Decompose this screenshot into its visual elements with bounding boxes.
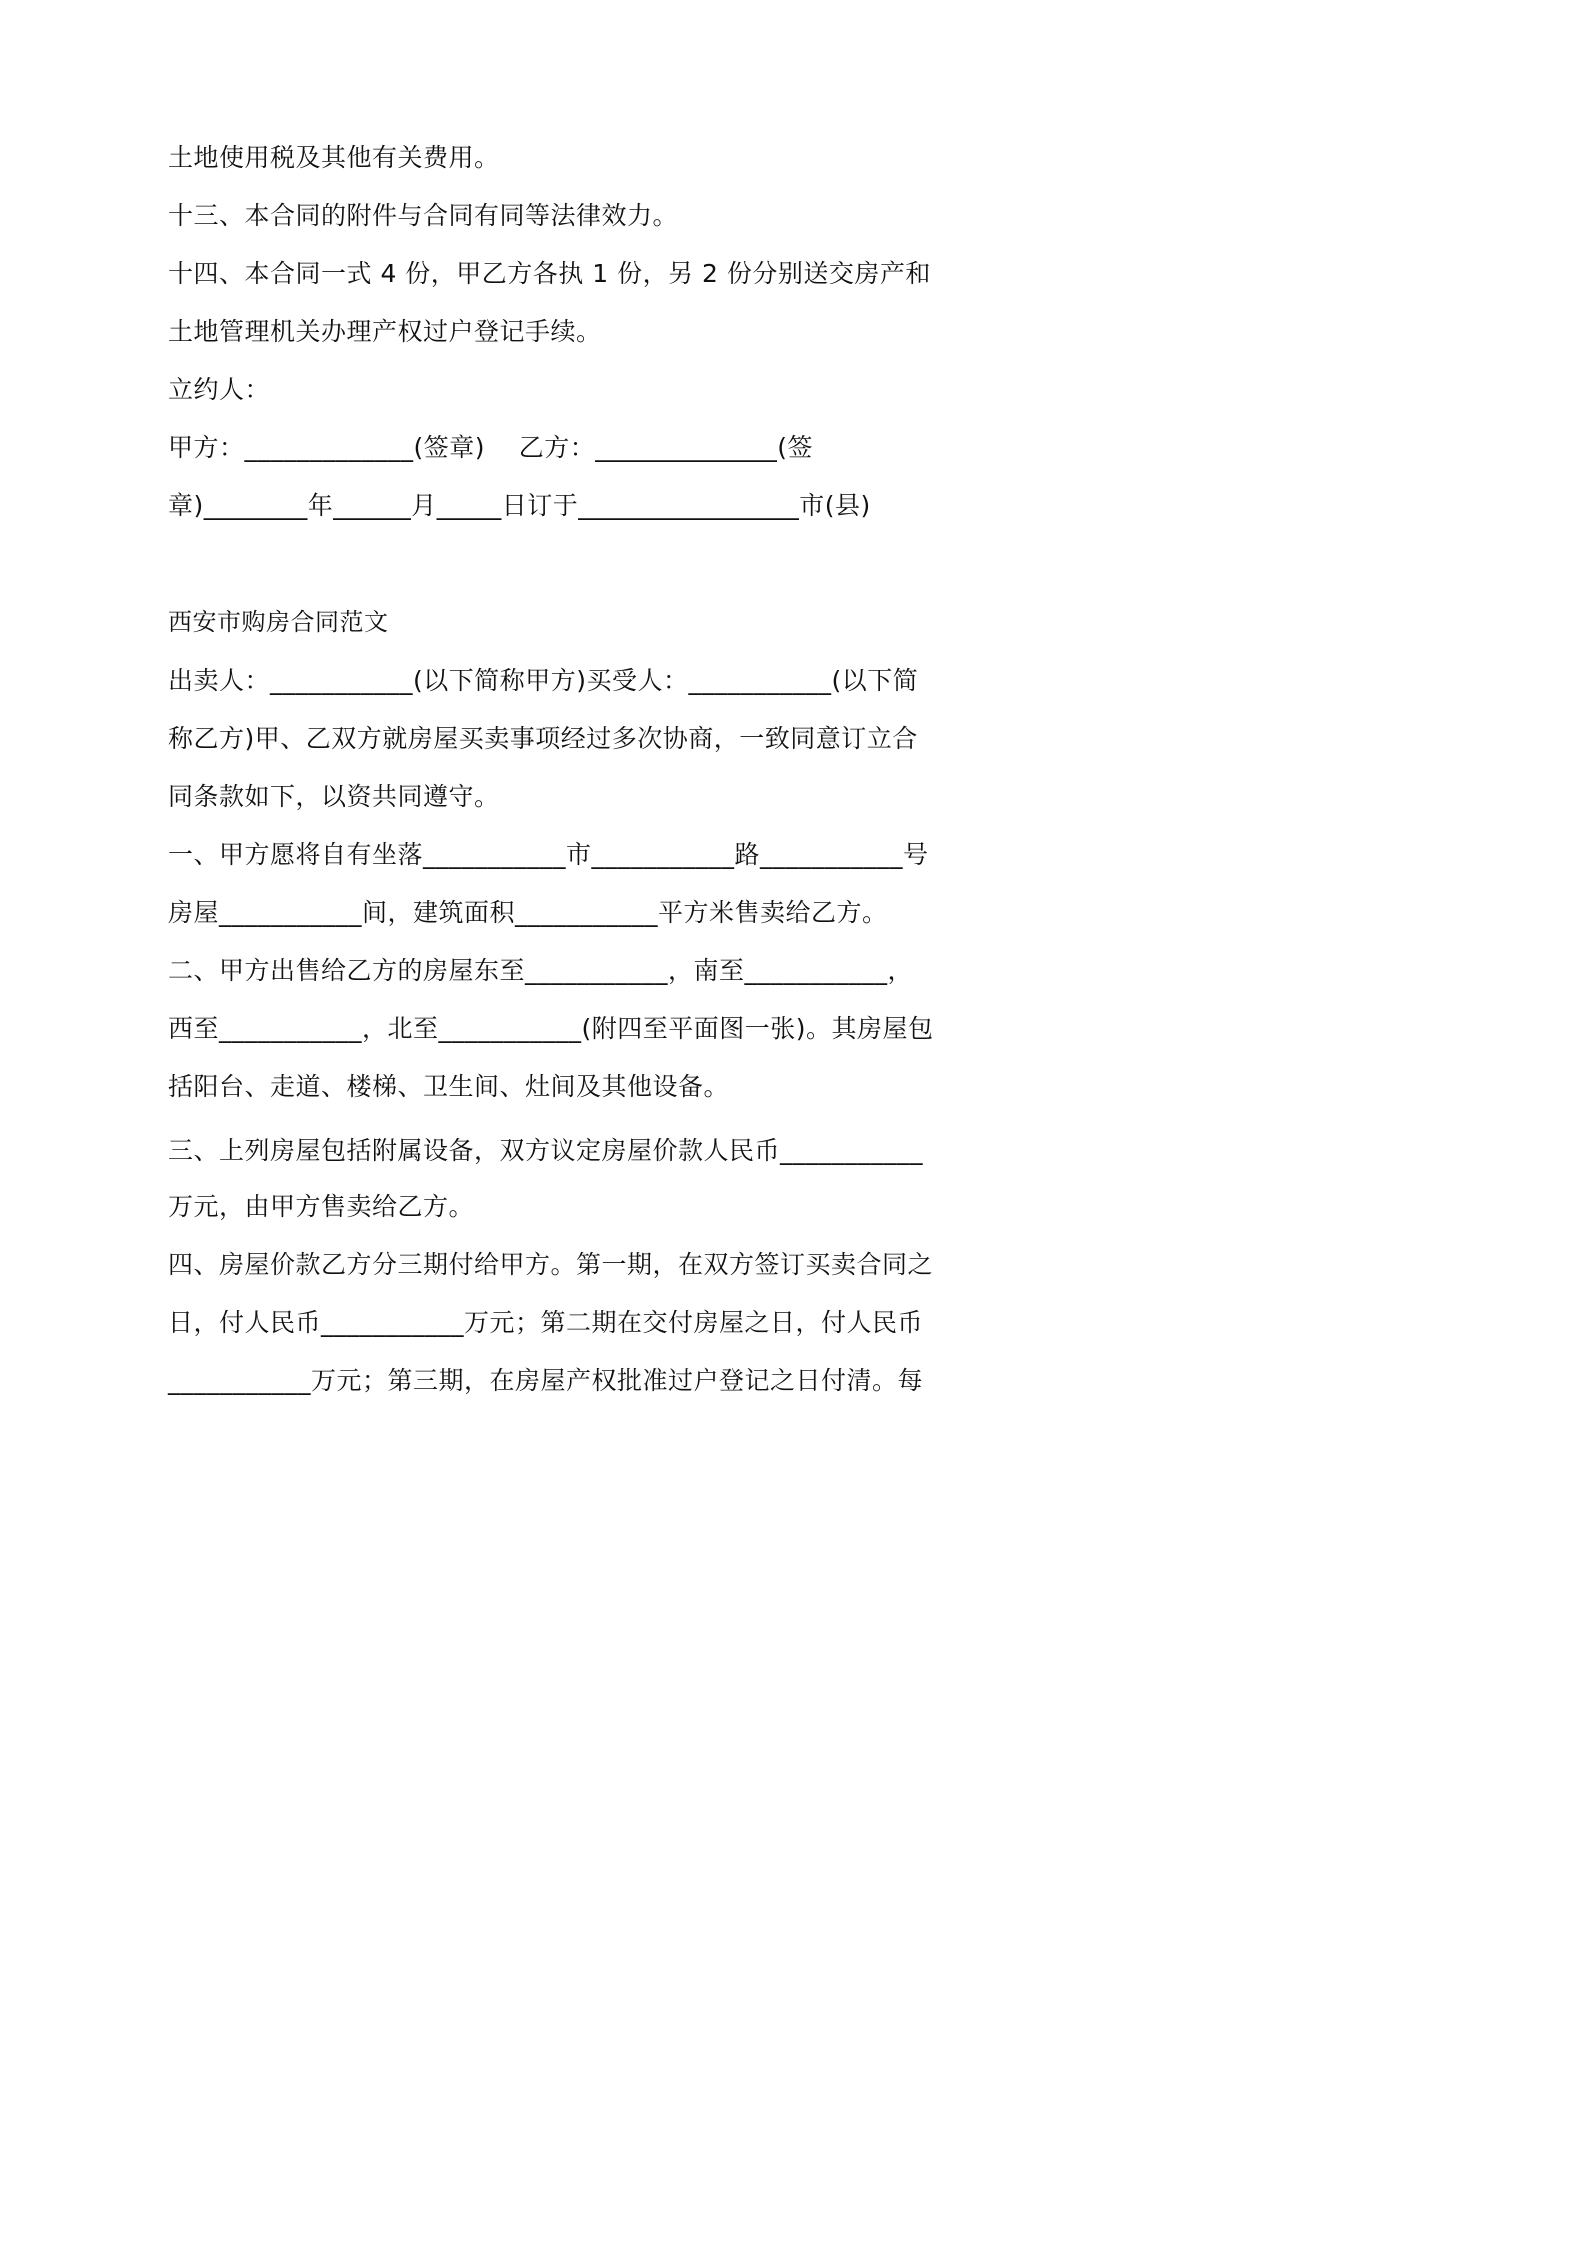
document-page xyxy=(0,0,1104,1562)
clause-14: 十四、本合同一式 4 份，甲乙方各执 1 份，另 2 份分别送交房产和 xyxy=(168,259,931,288)
clause-4: 四、房屋价款乙方分三期付给甲方。第一期，在双方签订买卖合同之 xyxy=(168,1250,934,1279)
clause-13: 十三、本合同的附件与合同有同等法律效力。 xyxy=(168,201,679,230)
clause-4-continuation-2: ___________万元；第三期，在房屋产权批准过户登记之日付清。每 xyxy=(168,1366,924,1395)
clause-3-continuation: 万元，由甲方售卖给乙方。 xyxy=(168,1192,475,1221)
parties-line: 出卖人：___________(以下简称甲方)买受人：___________(以下简 xyxy=(168,666,919,695)
signatories-label: 立约人： xyxy=(168,375,271,404)
parties-continuation: 称乙方)甲、乙双方就房屋买卖事项经过多次协商，一致同意订立合 xyxy=(168,724,918,753)
clause-1: 一、甲方愿将自有坐落___________市___________路___________号 xyxy=(168,840,929,869)
signature-line: 甲方：_____________(签章) 乙方：______________(签 xyxy=(168,433,814,462)
signature-date-line: 章)________年______月_____日订于_________________市(县) xyxy=(168,491,871,520)
parties-continuation-2: 同条款如下，以资共同遵守。 xyxy=(168,782,500,811)
clause-2-continuation-2: 括阳台、走道、楼梯、卫生间、灶间及其他设备。 xyxy=(168,1072,730,1101)
clause-14-continuation: 土地管理机关办理产权过户登记手续。 xyxy=(168,317,602,346)
clause-4-continuation: 日，付人民币___________万元；第二期在交付房屋之日，付人民币 xyxy=(168,1308,924,1337)
clause-2-continuation: 西至___________，北至___________(附四至平面图一张)。其房屋包 xyxy=(168,1014,934,1043)
clause-1-continuation: 房屋___________间，建筑面积___________平方米售卖给乙方。 xyxy=(168,898,888,927)
clause-3: 三、上列房屋包括附属设备，双方议定房屋价款人民币___________ xyxy=(168,1136,924,1165)
clause-2: 二、甲方出售给乙方的房屋东至___________，南至___________， xyxy=(168,956,914,985)
section-title: 西安市购房合同范文 xyxy=(168,608,389,636)
clause-12-continuation: 土地使用税及其他有关费用。 xyxy=(168,143,500,172)
